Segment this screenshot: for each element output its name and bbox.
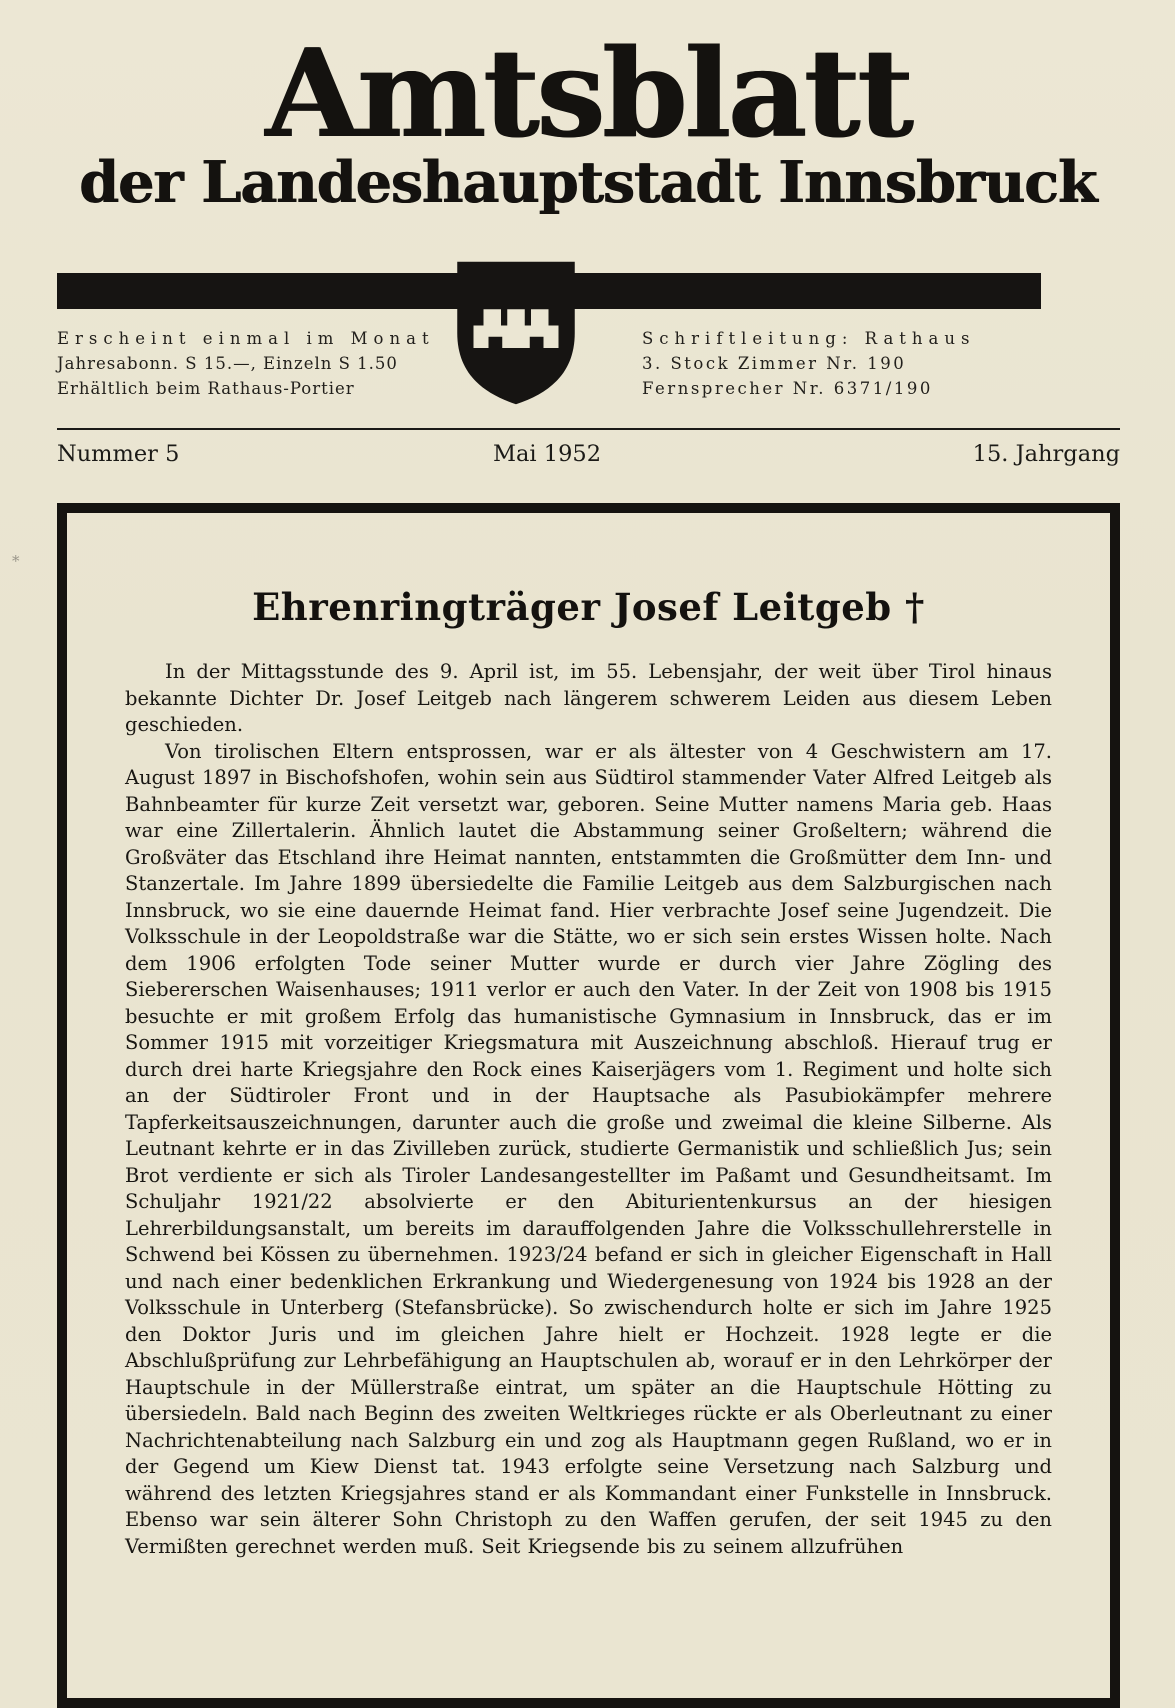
masthead xyxy=(0,21,1175,216)
masthead-subtitle: der Landeshauptstadt Innsbruck xyxy=(78,149,1097,216)
availability-note: Erhältlich beim Rathaus-Portier xyxy=(57,379,355,398)
subscription-price: Jahresabonn. S 15.—, Einzeln S 1.50 xyxy=(57,354,398,373)
publication-info-right xyxy=(642,326,975,401)
article-body xyxy=(125,659,1052,1560)
innsbruck-coat-of-arms-icon xyxy=(452,258,580,408)
masthead-title: Amtsblatt xyxy=(264,21,911,165)
issue-date: Mai 1952 xyxy=(492,441,602,467)
issue-volume: 15. Jahrgang xyxy=(972,441,1120,467)
issue-number: Nummer 5 xyxy=(57,441,180,467)
masthead-rule-right xyxy=(567,273,1041,309)
margin-artifact: * xyxy=(12,552,20,570)
article-paragraph: Von tirolischen Eltern entsprossen, war er als ältester von 4 Geschwistern am 17. August 1897 in Bischofshofen, wohin sein aus Südtirol stammender Vater Alfred Leitgeb als Bahnbeamter für kurze Zeit versetzt war, geboren. Seine Mutter namens Maria geb. Haas war eine Zillertalerin. Ähnlich lautet die Abstammung seiner Großeltern; während die Großväter das Etschland ihre Heimat nannten, entstammten die Großmütter dem Inn- und Stanzertale. Im Jahre 1899 übersiedelte die Familie Leitgeb aus dem Salzburgischen nach Innsbruck, wo sie eine dauernde Heimat fand. Hier verbrachte Josef seine Jugendzeit. Die Volksschule in der Leopoldstraße war die Stätte, wo er sich sein erstes Wissen holte. Nach dem 1906 erfolgten Tode seiner Mutter wurde er durch vier Jahre Zögling des Siebererschen Waisenhauses; 1911 verlor er auch den Vater. In der Zeit von 1908 bis 1915 besuchte er mit großem Erfolg das humanistische Gymnasium in Innsbruck, das er im Sommer 1915 mit vorzeitiger Kriegsmatura mit Auszeichnung abschloß. Hierauf trug er durch drei harte Kriegsjahre den Rock eines Kaiserjägers vom 1. Regiment und holte sich an der Südtiroler Front und in der Hauptsache als Pasubiokämpfer mehrere Tapferkeitsauszeichnungen, darunter auch die große und zweimal die kleine Silberne. Als Leutnant kehrte er in das Zivilleben zurück, studierte Germanistik und schließlich Jus; sein Brot verdiente er sich als Tiroler Landesangestellter im Paßamt und Gesundheitsamt. Im Schuljahr 1921/22 absolvierte er den Abiturientenkursus an der hiesigen Lehrerbildungsanstalt, um bereits im darauffolgenden Jahre die Volksschullehrerstelle in Schwend bei Kössen zu übernehmen. 1923/24 befand er sich in gleicher Eigenschaft in Hall und nach einer bedenklichen Erkrankung und Wiedergenesung von 1924 bis 1928 an der Volksschule in Unterberg (Stefansbrücke). So zwischendurch holte er sich im Jahre 1925 den Doktor Juris und im gleichen Jahre hielt er Hochzeit. 1928 legte er die Abschlußprüfung zur Lehrbefähigung an Hauptschulen ab, worauf er in den Lehrkörper der Hauptschule in der Müllerstraße eintrat, um später an die Hauptschule Hötting zu übersiedeln. Bald nach Beginn des zweiten Weltkrieges rückte er als Oberleutnant zu einer Nachrichtenabteilung nach Salzburg ein und zog als Hauptmann gegen Rußland, wo er in der Gegend um Kiew Dienst tat. 1943 erfolgte seine Versetzung nach Salzburg und während des letzten Kriegsjahres stand er als Kommandant einer Funkstelle in Innsbruck. Ebenso war sein älterer Sohn Christoph zu den Waffen gerufen, der seit 1945 zu den Vermißten gerechnet werden muß. Seit Kriegsende bis zu seinem allzufrühen xyxy=(125,739,1052,1558)
publication-info-left xyxy=(57,326,435,401)
masthead-rule-left xyxy=(57,273,469,309)
issue-row xyxy=(57,441,1120,467)
obituary-article-frame xyxy=(57,503,1120,1708)
office-room: 3. Stock Zimmer Nr. 190 xyxy=(642,354,907,373)
telephone-number: Fernsprecher Nr. 6371/190 xyxy=(642,379,933,398)
editorial-office: Schriftleitung: Rathaus xyxy=(642,329,976,348)
publication-frequency: Erscheint einmal im Monat xyxy=(57,329,435,348)
article-paragraph: In der Mittagsstunde des 9. April ist, im 55. Lebensjahr, der weit über Tirol hinaus bekannte Dichter Dr. Josef Leitgeb nach längerem schwerem Leiden aus diesem Leben geschieden. xyxy=(125,660,1052,736)
article-title: Ehrenringträger Josef Leitgeb † xyxy=(252,585,925,629)
divider-rule xyxy=(57,428,1120,430)
